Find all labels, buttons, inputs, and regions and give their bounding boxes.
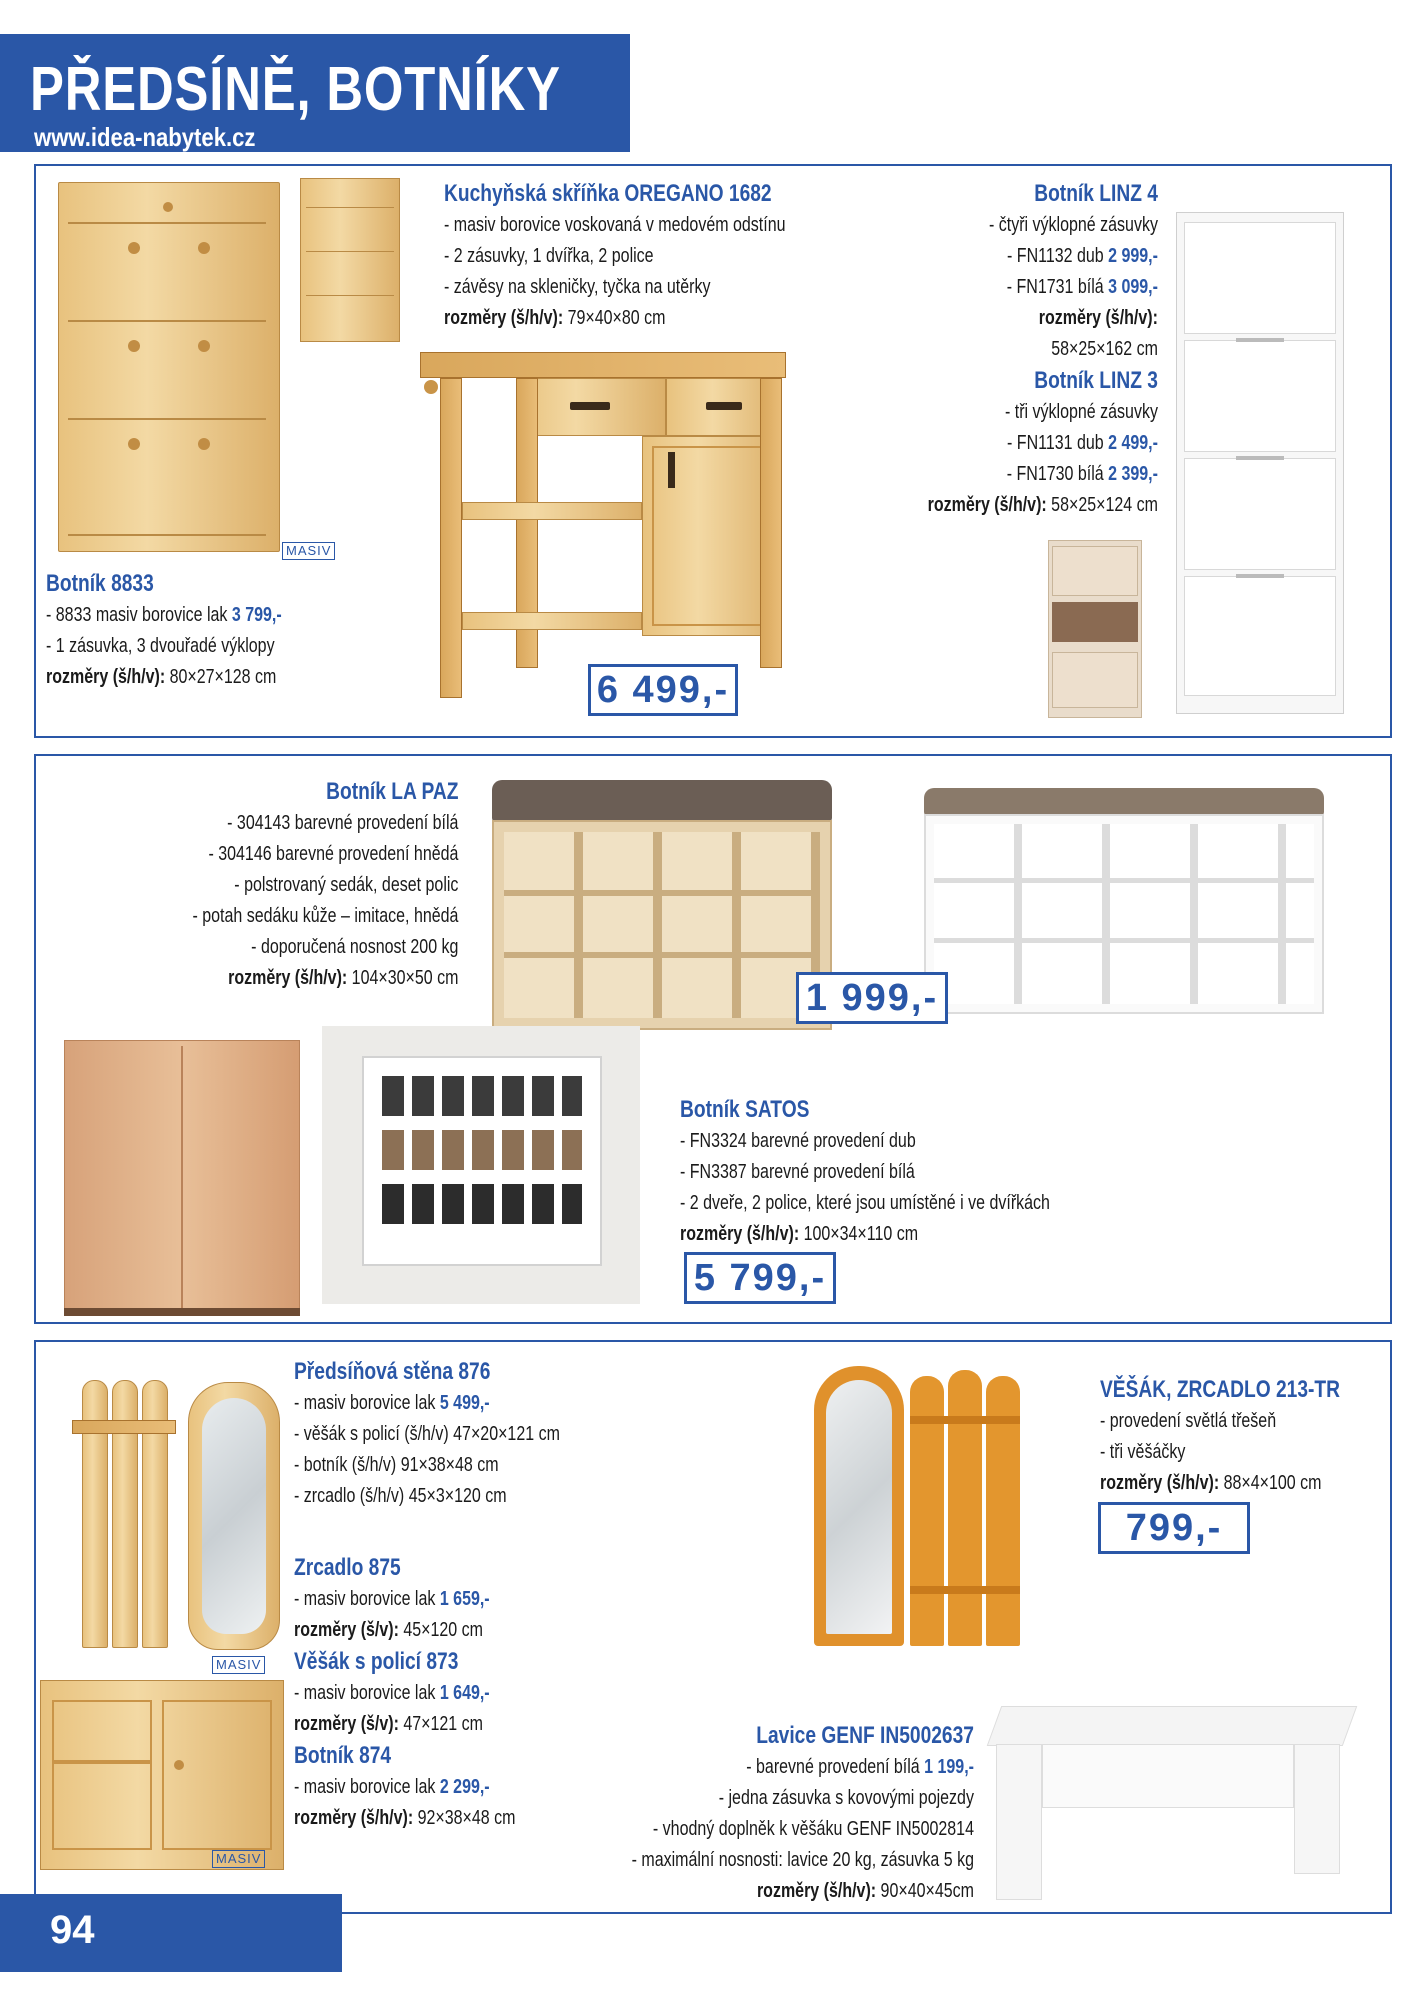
la-paz-feature: - doporučená nosnost 200 kg: [250, 936, 458, 958]
genf-title: Lavice GENF IN5002637: [756, 1722, 974, 1749]
genf-bench-image: [994, 1676, 1350, 1902]
vesak-213-feature: - tři věšáčky: [1100, 1441, 1186, 1463]
genf-feature: - maximální nosnosti: lavice 20 kg, zásuvka 5 kg: [631, 1849, 974, 1871]
dimensions-label: rozměry (š/h/v):: [444, 307, 564, 329]
botnik-8833-image: [58, 182, 280, 562]
satos-feature: - 2 dveře, 2 police, které jsou umístěné i ve dvířkách: [680, 1192, 1050, 1214]
la-paz-price: 1 999,-: [796, 972, 948, 1024]
linz-3-dimensions: 58×25×124 cm: [1046, 494, 1158, 516]
linz-3-variant-bila: - FN1730 bílá: [1006, 463, 1109, 485]
satos-text: [680, 1094, 1050, 1250]
oregano-text: [444, 178, 785, 334]
linz-4-price-bila: 3 099,-: [1108, 276, 1158, 298]
vesak-873-material: - masiv borovice lak: [294, 1682, 440, 1704]
botnik-874-image: [40, 1680, 284, 1870]
dimensions-label: rozměry (š/h/v):: [46, 666, 166, 688]
la-paz-dimensions: 104×30×50 cm: [346, 967, 458, 989]
stena-876-title: Předsíňová stěna 876: [294, 1358, 491, 1385]
satos-oak-image: [64, 1040, 300, 1316]
page-title: PŘEDSÍNĚ, BOTNÍKY: [30, 55, 561, 124]
la-paz-oak-image: [492, 780, 832, 1030]
satos-white-image: [322, 1026, 640, 1304]
masiv-badge: MASIV: [282, 542, 335, 560]
vesak-213-title: VĚŠÁK, ZRCADLO 213-TR: [1100, 1376, 1341, 1403]
genf-variant: - barevné provedení bílá: [746, 1756, 925, 1778]
stena-876-material: - masiv borovice lak: [294, 1392, 440, 1414]
la-paz-title: Botník LA PAZ: [325, 778, 458, 805]
stena-876-part: - zrcadlo (š/h/v) 45×3×120 cm: [294, 1485, 507, 1507]
linz-3-price-dub: 2 499,-: [1108, 432, 1158, 454]
zrcadlo-875-image: [188, 1382, 280, 1650]
stena-876-price: 5 499,-: [439, 1392, 490, 1414]
genf-feature: - vhodný doplněk k věšáku GENF IN5002814: [652, 1818, 974, 1840]
vesak-873-dimensions: 47×121 cm: [398, 1713, 483, 1735]
satos-variant-dub: - FN3324 barevné provedení dub: [680, 1130, 916, 1152]
linz-3-title: Botník LINZ 3: [1034, 367, 1158, 394]
linz-4-image: [1176, 212, 1344, 714]
linz-3-variant-dub: - FN1131 dub: [1007, 432, 1109, 454]
masiv-badge: MASIV: [212, 1656, 265, 1674]
linz-4-variant-bila: - FN1731 bílá: [1006, 276, 1109, 298]
dimensions-label: rozměry (š/v):: [294, 1619, 399, 1641]
linz-4-dimensions: 58×25×162 cm: [1051, 338, 1158, 360]
la-paz-feature: - polstrovaný sedák, deset polic: [233, 874, 458, 896]
vesak-213-image: [814, 1366, 1040, 1646]
linz-4-feature: - čtyři výklopné zásuvky: [989, 214, 1158, 236]
dimensions-label: rozměry (š/v):: [294, 1713, 399, 1735]
zrcadlo-875-text: [294, 1552, 515, 1834]
botnik-8833-material: - 8833 masiv borovice lak: [46, 604, 232, 626]
linz-3-price-bila: 2 399,-: [1108, 463, 1158, 485]
botnik-8833-small-image: [300, 178, 402, 342]
dimensions-label: rozměry (š/h/v):: [927, 494, 1047, 516]
genf-dimensions: 90×40×45cm: [876, 1880, 974, 1902]
vesak-213-feature: - provedení světlá třešeň: [1100, 1410, 1277, 1432]
satos-variant-bila: - FN3387 barevné provedení bílá: [680, 1161, 915, 1183]
stena-876-part: - botník (š/h/v) 91×38×48 cm: [294, 1454, 499, 1476]
vesak-873-price: 1 649,-: [439, 1682, 490, 1704]
botnik-8833-price: 3 799,-: [231, 604, 282, 626]
dimensions-label: rozměry (š/h/v):: [1038, 307, 1158, 329]
la-paz-variant-bila: - 304143 barevné provedení bílá: [226, 812, 458, 834]
satos-price: 5 799,-: [684, 1252, 836, 1304]
dimensions-label: rozměry (š/h/v):: [680, 1223, 800, 1245]
stena-876-part: - věšák s policí (š/h/v) 47×20×121 cm: [294, 1423, 560, 1445]
vesak-873-image: [72, 1380, 176, 1648]
zrcadlo-875-price: 1 659,-: [439, 1588, 490, 1610]
dimensions-label: rozměry (š/h/v):: [294, 1807, 414, 1829]
la-paz-white-image: [924, 788, 1324, 1018]
la-paz-feature: - potah sedáku kůže – imitace, hnědá: [192, 905, 458, 927]
botnik-874-title: Botník 874: [294, 1742, 392, 1769]
page-number: 94: [50, 1908, 95, 1952]
linz-4-variant-dub: - FN1132 dub: [1007, 245, 1109, 267]
satos-title: Botník SATOS: [680, 1096, 810, 1123]
genf-text: [632, 1720, 974, 1907]
oregano-price: 6 499,-: [588, 664, 738, 716]
dimensions-label: rozměry (š/h/v):: [227, 967, 347, 989]
page-header: [0, 34, 630, 152]
linz-4-text: [928, 178, 1158, 521]
dimensions-label: rozměry (š/h/v):: [1100, 1472, 1220, 1494]
genf-price: 1 199,-: [924, 1756, 974, 1778]
vesak-213-dimensions: 88×4×100 cm: [1219, 1472, 1322, 1494]
website-url[interactable]: www.idea-nabytek.cz: [34, 122, 256, 152]
satos-dimensions: 100×34×110 cm: [799, 1223, 919, 1245]
zrcadlo-875-material: - masiv borovice lak: [294, 1588, 440, 1610]
la-paz-variant-hneda: - 304146 barevné provedení hnědá: [208, 843, 458, 865]
page-number-block: [0, 1894, 342, 1972]
botnik-874-dimensions: 92×38×48 cm: [413, 1807, 516, 1829]
botnik-8833-dimensions: 80×27×128 cm: [165, 666, 277, 688]
vesak-213-price: 799,-: [1098, 1502, 1250, 1554]
oregano-feature: - 2 zásuvky, 1 dvířka, 2 police: [444, 245, 654, 267]
stena-876-text: [294, 1356, 560, 1512]
oregano-feature: - masiv borovice voskovaná v medovém odstínu: [444, 214, 786, 236]
dimensions-label: rozměry (š/h/v):: [756, 1880, 877, 1902]
botnik-8833-text: [46, 568, 282, 693]
vesak-213-text: [1100, 1374, 1340, 1499]
botnik-8833-title: Botník 8833: [46, 570, 154, 597]
genf-feature: - jedna zásuvka s kovovými pojezdy: [718, 1787, 974, 1809]
botnik-874-price: 2 299,-: [439, 1776, 490, 1798]
la-paz-text: [192, 776, 458, 994]
linz-4-title: Botník LINZ 4: [1034, 180, 1158, 207]
oregano-feature: - závěsy na skleničky, tyčka na utěrky: [444, 276, 711, 298]
botnik-874-material: - masiv borovice lak: [294, 1776, 440, 1798]
vesak-873-title: Věšák s policí 873: [294, 1648, 459, 1675]
linz-3-feature: - tři výklopné zásuvky: [1005, 401, 1158, 423]
masiv-badge: MASIV: [212, 1850, 265, 1868]
linz-4-price-dub: 2 999,-: [1108, 245, 1158, 267]
zrcadlo-875-title: Zrcadlo 875: [294, 1554, 401, 1581]
zrcadlo-875-dimensions: 45×120 cm: [398, 1619, 483, 1641]
oregano-title: Kuchyňská skříňka OREGANO 1682: [444, 180, 772, 207]
linz-3-image: [1048, 540, 1142, 718]
botnik-8833-feature: - 1 zásuvka, 3 dvouřadé výklopy: [46, 635, 275, 657]
oregano-dimensions: 79×40×80 cm: [563, 307, 666, 329]
